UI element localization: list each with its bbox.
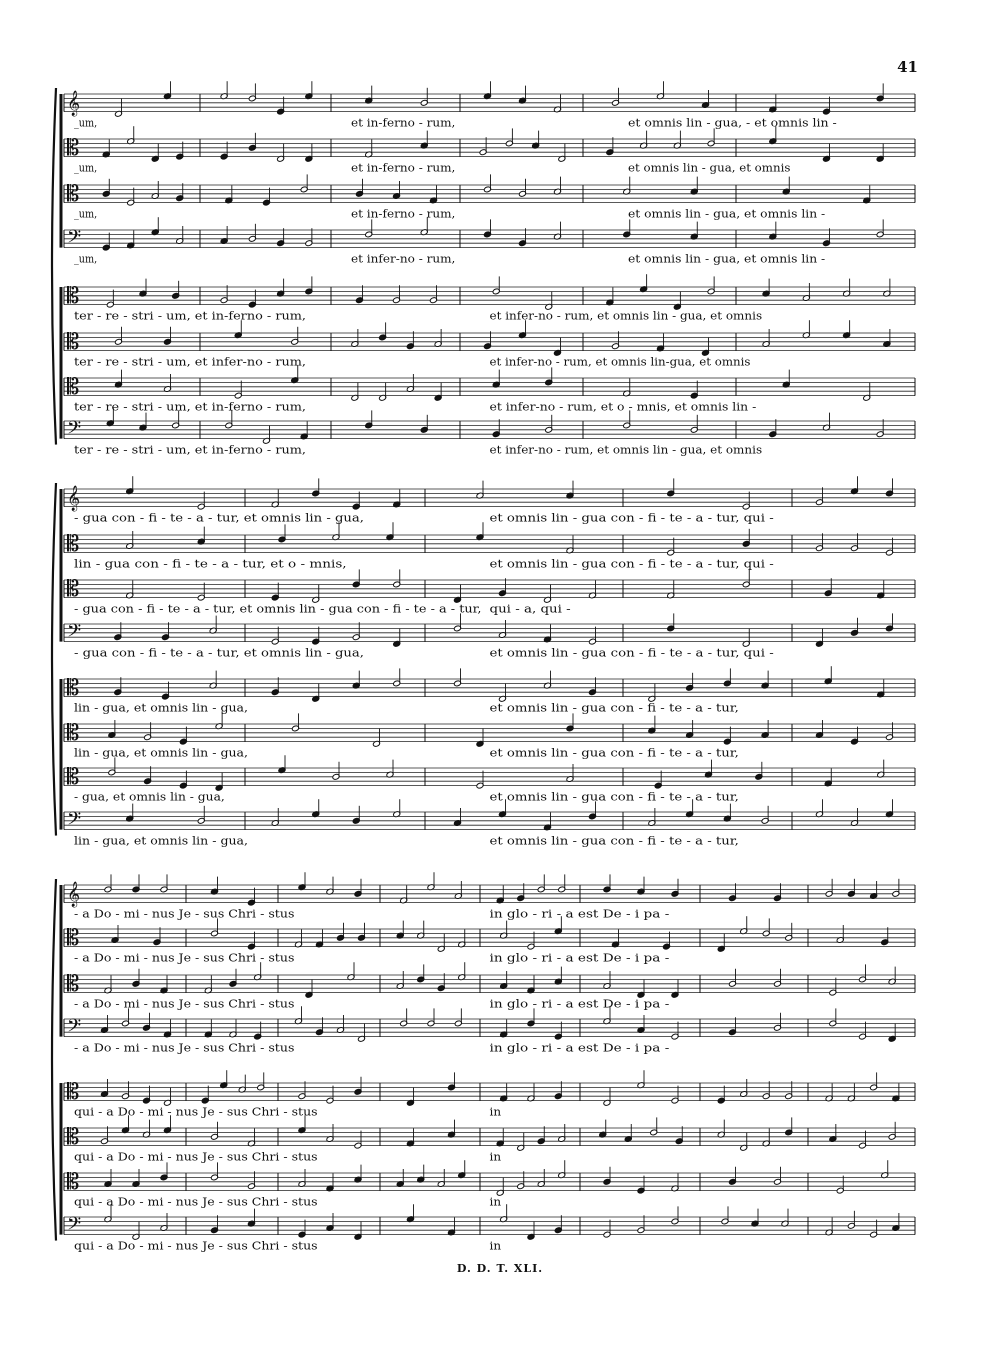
treble-clef: 𝄞 [67, 485, 81, 511]
lyric-text: et omnis lin - gua con - fi - te - a - tur, qui - [489, 511, 775, 525]
lyric-text: et omnis lin - gua con - fi - te - a - tur, qui - [489, 557, 775, 571]
lyric-text: et omnis lin - gua, et omnis lin - [628, 207, 826, 221]
alto-clef: 𝄡 [67, 764, 80, 790]
lyric-text: in [489, 1150, 502, 1164]
lyric-text: et omnis lin - gua, et omnis lin - [628, 252, 826, 266]
alto-clef: 𝄡 [67, 531, 80, 557]
lyric-text: - a Do - mi - nus Je - sus Chri - stus [74, 951, 295, 965]
lyric-text: ter - re - stri - um, et in-ferno - rum, [74, 309, 306, 323]
alto-clef: 𝄡 [67, 971, 80, 997]
lyric-text: qui - a Do - mi - nus Je - sus Chri - stus [74, 1105, 319, 1119]
alto-clef: 𝄡 [67, 925, 80, 951]
lyric-text: et omnis lin - gua con - fi - te - a - tur, [489, 834, 739, 848]
alto-clef: 𝄡 [67, 181, 80, 207]
bass-clef: 𝄢 [67, 417, 82, 443]
lyric-text: - a Do - mi - nus Je - sus Chri - stus [74, 907, 295, 921]
alto-clef: 𝄡 [67, 1079, 80, 1105]
lyric-text: _um, [74, 161, 98, 175]
bass-clef: 𝄢 [67, 808, 82, 834]
lyric-text: et infer-no - rum, et omnis lin - gua, et omnis [489, 443, 763, 457]
lyric-text: _um, [74, 252, 98, 266]
lyric-text: qui - a Do - mi - nus Je - sus Chri - stus [74, 1239, 319, 1253]
lyric-text: et infer-no - rum, et o - mnis, et omnis lin - [489, 400, 757, 414]
lyric-text: et infer-no - rum, [351, 252, 456, 266]
system-bracket [52, 879, 56, 1241]
lyric-text: et omnis lin - gua, et omnis [628, 161, 791, 175]
alto-clef: 𝄡 [67, 135, 80, 161]
lyric-text: in glo - ri - a est De - i pa - [489, 951, 670, 965]
lyric-text: lin - gua, et omnis lin - gua, [74, 701, 248, 715]
lyric-text: _um, [74, 116, 98, 130]
treble-clef: 𝄞 [67, 881, 81, 907]
lyric-text: ter - re - stri - um, et infer-no - rum, [74, 355, 306, 369]
alto-clef: 𝄡 [67, 329, 80, 355]
lyric-text: qui - a, qui - [489, 602, 572, 616]
alto-clef: 𝄡 [67, 720, 80, 746]
page-number: 41 [897, 58, 918, 76]
system-bracket [52, 483, 56, 836]
lyric-text: - gua con - fi - te - a - tur, et omnis lin - gua, [74, 646, 364, 660]
lyric-text: et infer-no - rum, et omnis lin - gua, et omnis [489, 309, 763, 323]
bass-clef: 𝄢 [67, 1015, 82, 1041]
alto-clef: 𝄡 [67, 374, 80, 400]
lyric-text: ter - re - stri - um, et in-ferno - rum, [74, 443, 306, 457]
lyric-text: - a Do - mi - nus Je - sus Chri - stus [74, 997, 295, 1011]
lyric-text: - gua con - fi - te - a - tur, et omnis lin - gua con - fi - te - a - tur, [74, 602, 482, 616]
lyric-text: qui - a Do - mi - nus Je - sus Chri - stus [74, 1195, 319, 1209]
lyric-text: in glo - ri - a est De - i pa - [489, 907, 670, 921]
lyric-text: in [489, 1105, 502, 1119]
alto-clef: 𝄡 [67, 576, 80, 602]
lyric-text: lin - gua con - fi - te - a - tur, et o - mnis, [74, 557, 347, 571]
lyric-text: in glo - ri - a est De - i pa - [489, 997, 670, 1011]
lyric-text: et in-ferno - rum, [351, 161, 456, 175]
lyric-text: - gua con - fi - te - a - tur, et omnis lin - gua, [74, 511, 364, 525]
footer-imprint: D. D. T. XLI. [456, 1262, 544, 1275]
lyric-text: in [489, 1239, 502, 1253]
lyric-text: et omnis lin - gua con - fi - te - a - tur, [489, 790, 739, 804]
lyric-text: lin - gua, et omnis lin - gua, [74, 834, 248, 848]
bass-clef: 𝄢 [67, 1213, 82, 1239]
lyric-text: ter - re - stri - um, et in-ferno - rum, [74, 400, 306, 414]
lyric-text: - a Do - mi - nus Je - sus Chri - stus [74, 1041, 295, 1055]
lyric-text: et infer-no - rum, et omnis lin-gua, et omnis [489, 355, 751, 369]
lyric-text: - gua, et omnis lin - gua, [74, 790, 225, 804]
lyric-text: lin - gua, et omnis lin - gua, [74, 746, 248, 760]
bass-clef: 𝄢 [67, 226, 82, 252]
bass-clef: 𝄢 [67, 620, 82, 646]
lyric-text: _um, [74, 207, 98, 221]
alto-clef: 𝄡 [67, 1124, 80, 1150]
lyric-text: qui - a Do - mi - nus Je - sus Chri - stus [74, 1150, 319, 1164]
alto-clef: 𝄡 [67, 675, 80, 701]
lyric-text: et in-ferno - rum, [351, 207, 456, 221]
treble-clef: 𝄞 [67, 90, 81, 116]
alto-clef: 𝄡 [67, 1169, 80, 1195]
lyric-text: in [489, 1195, 502, 1209]
system-bracket [52, 88, 56, 445]
lyric-text: in glo - ri - a est De - i pa - [489, 1041, 670, 1055]
lyric-text: et omnis lin - gua con - fi - te - a - tur, [489, 701, 739, 715]
alto-clef: 𝄡 [67, 283, 80, 309]
lyric-text: et in-ferno - rum, [351, 116, 456, 130]
lyric-text: et omnis lin - gua con - fi - te - a - tur, qui - [489, 646, 775, 660]
lyric-text: et omnis lin - gua, - et omnis lin - [628, 116, 838, 130]
lyric-text: et omnis lin - gua con - fi - te - a - tur, [489, 746, 739, 760]
